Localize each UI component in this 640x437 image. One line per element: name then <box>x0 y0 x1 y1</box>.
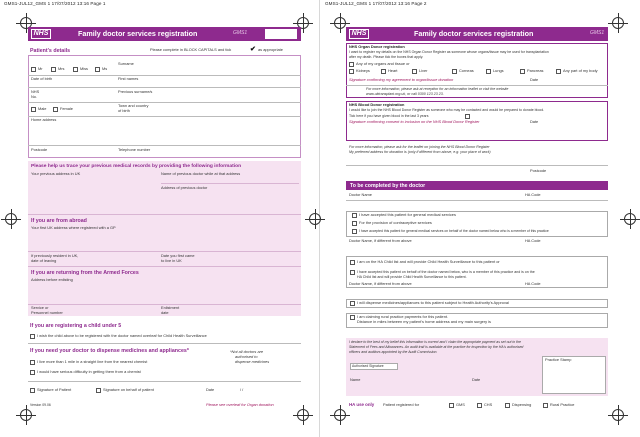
see-overleaf-note: Please see overleaf for Organ donation <box>206 402 274 407</box>
pancreas-label: Pancreas <box>527 68 544 73</box>
date-field[interactable]: / / <box>240 387 244 392</box>
dispense-difficulty-label: I would have serious difficulty in getting them from a chemist <box>37 369 141 374</box>
divider <box>346 165 608 166</box>
rural-label: I am claiming rural practice payments for this patient. <box>357 314 449 319</box>
postcode-label: Postcode <box>31 147 48 152</box>
blood-date-label: Date <box>530 119 539 124</box>
prev-resident-label-2: date of leaving <box>31 258 57 263</box>
divider <box>346 85 608 86</box>
doctor-name-diff-label: Doctor Name, if different from above <box>349 238 412 243</box>
kidneys-label: Kidneys <box>356 68 370 73</box>
divider <box>28 343 301 344</box>
behalf-signature-checkbox[interactable] <box>96 388 101 393</box>
organ-date-label: Date <box>530 77 539 82</box>
child-list-checkbox[interactable] <box>350 260 355 265</box>
doctor-name-diff-label-2: Doctor Name, if different from above <box>349 281 412 286</box>
male-checkbox[interactable] <box>31 107 36 112</box>
previous-address-label: Your previous address in UK <box>31 171 81 176</box>
pancreas-checkbox[interactable] <box>520 69 525 74</box>
print-header: GMS1-JUL12_GMS 1 17/07/2012 13:16 Page 1 <box>4 1 106 6</box>
liver-checkbox[interactable] <box>412 69 417 74</box>
trace-heading: Please help us trace your previous medical records by providing the following information <box>31 164 242 169</box>
title-miss-checkbox[interactable] <box>73 67 78 72</box>
divider <box>28 381 301 382</box>
authorised-sig-label: Authorised Signature <box>352 364 384 368</box>
blood-given-checkbox[interactable] <box>465 114 470 119</box>
rural-practice-label: Rural Practice <box>550 402 575 407</box>
footnote-2: authorised to <box>235 354 258 359</box>
heart-checkbox[interactable] <box>381 69 386 74</box>
doctor-address-label: Address of previous doctor <box>161 185 208 190</box>
print-header: GMS1-JUL12_GMS 1 17/07/2012 13:16 Page 2 <box>325 1 427 6</box>
corneas-label: Corneas <box>459 68 474 73</box>
male-label: Male <box>38 106 47 111</box>
address-before-label: Address before enlisting <box>31 277 73 282</box>
tick-icon: ✔ <box>250 46 256 53</box>
dispensing-checkbox[interactable] <box>505 403 510 408</box>
name-label: Name <box>350 377 361 382</box>
dispense-distance-checkbox[interactable] <box>30 360 35 365</box>
chs-checkbox[interactable] <box>477 403 482 408</box>
surname-label: Surname <box>118 61 134 66</box>
crop-mark <box>624 213 636 225</box>
accepted-checkbox[interactable] <box>352 213 357 218</box>
rural-practice-checkbox[interactable] <box>543 403 548 408</box>
blood-info-2: My preferred address for donation is (only if different from above, e.g. your place of work) <box>349 150 491 154</box>
form-banner <box>28 27 301 41</box>
divider <box>28 116 301 117</box>
child-wish-label: I wish the child above to be registered with the doctor named overleaf for Child Health Surveillance <box>37 333 207 338</box>
child-surveillance-checkbox[interactable] <box>30 334 35 339</box>
nhs-no-label-2: No. <box>31 94 38 99</box>
service-no-label: Service or <box>31 305 49 310</box>
accepted-behalf-label: I have accepted this patient for general medical services on behalf of the doctor named below who is a member of this practice <box>359 229 549 233</box>
date-label: Date <box>206 387 215 392</box>
nhs-logo: NHS <box>349 29 369 39</box>
gms-checkbox[interactable] <box>449 403 454 408</box>
ha-use-label: HA use only <box>349 402 375 407</box>
form-title: Family doctor services registration <box>414 29 534 38</box>
child-behalf-label: I have accepted this patient on behalf of the doctor named below, who is a member of this practice and is on the <box>357 270 535 274</box>
crop-mark <box>334 17 346 29</box>
child-behalf-checkbox[interactable] <box>350 270 355 275</box>
female-checkbox[interactable] <box>53 107 58 112</box>
title-mrs-checkbox[interactable] <box>51 67 56 72</box>
blood-text-1: I would like to join the NHS Blood Donor Register as someone who may be contacted and would be prepared to donate blood. <box>349 108 545 112</box>
service-no-label-2: Personnel number <box>31 310 63 315</box>
blood-heading: NHS Blood Donor registration <box>349 102 405 107</box>
footnote-3: dispense medicines <box>235 359 270 364</box>
divider <box>161 183 299 184</box>
crop-mark <box>297 409 309 421</box>
organ-signature-label: Signature confirming my agreement to organ/tissue donation <box>349 77 454 82</box>
crop-mark <box>5 213 17 225</box>
title-ms-label: Ms <box>102 66 108 71</box>
ha-code-label-2: HA Code <box>525 238 541 243</box>
divider <box>28 145 301 146</box>
instruction-tail: as appropriate <box>258 47 283 52</box>
child-behalf-label-2: HA Child list and will provide Child Health Surveillance to this patient. <box>357 275 467 279</box>
declaration-date-label: Date <box>472 377 481 382</box>
organ-info-1: For more information, please ask at reception for an information leaflet or visit the website <box>366 87 509 91</box>
date-first-came-label: Date you first came <box>161 253 195 258</box>
divider <box>28 87 301 88</box>
first-uk-address-label: Your first UK address where registered with a GP <box>31 225 116 230</box>
prev-resident-label: If previously resident in UK, <box>31 253 79 258</box>
previous-doctor-label: Name of previous doctor while at that address <box>161 171 241 176</box>
blood-postcode-label: Postcode <box>530 168 547 173</box>
dispensing-label: Dispensing <box>512 402 532 407</box>
title-mrs-label: Mrs <box>58 66 65 71</box>
divider <box>28 214 301 215</box>
divider <box>28 75 301 76</box>
blood-text-2: Tick here if you have given blood in the last 3 years <box>349 114 429 118</box>
form-banner-2 <box>346 27 608 41</box>
doctor-section-title: To be completed by the doctor <box>350 182 426 189</box>
contraceptive-checkbox[interactable] <box>352 221 357 226</box>
ha-code-label-3: HA Code <box>525 281 541 286</box>
telephone-label: Telephone number <box>118 147 151 152</box>
crop-mark <box>334 409 346 421</box>
crop-mark <box>309 213 321 225</box>
practice-stamp-label: Practice Stamp <box>545 357 572 362</box>
dispense-heading: If you need your doctor to dispense medicines and appliances* <box>30 348 189 354</box>
dispense-approval-label: I will dispense medicines/appliances to this patient subject to Health Authority's Approval <box>357 300 509 305</box>
patient-signature-checkbox[interactable] <box>30 388 35 393</box>
dispense-approval-checkbox[interactable] <box>350 301 355 306</box>
abroad-heading: If you are from abroad <box>31 218 87 224</box>
declaration-3: officers and auditors appointed by the Audit Commission. <box>349 350 438 354</box>
crop-mark <box>612 17 624 29</box>
dispense-difficulty-checkbox[interactable] <box>30 370 35 375</box>
instruction-text: Please complete in BLOCK CAPITALS and tick <box>150 47 232 52</box>
lungs-label: Lungs <box>493 68 504 73</box>
dob-label: Date of birth <box>31 76 53 81</box>
home-address-label: Home address <box>31 117 57 122</box>
divider <box>28 102 301 103</box>
liver-label: Liver <box>419 68 428 73</box>
form-title: Family doctor services registration <box>78 29 198 38</box>
enlistment-label-2: date <box>161 310 169 315</box>
blood-signature-label: Signature confirming consent to inclusion on the NHS Blood Donor Register <box>349 119 480 124</box>
version-label: Version 09.06 <box>30 403 51 407</box>
title-mr-checkbox[interactable] <box>31 67 36 72</box>
form-id-box[interactable] <box>265 29 297 39</box>
declaration-1: I declare to the best of my belief this information is correct and I claim the appropriate payment as set out in the <box>349 340 521 344</box>
any-organs-label: Any of my organs and tissue or <box>356 61 410 66</box>
any-part-label: Any part of my body <box>563 68 598 73</box>
any-part-checkbox[interactable] <box>556 69 561 74</box>
form-code: GMS1 <box>590 30 605 36</box>
organ-info-2: www.uktransplant.org.uk, or call 0300 123 23 23. <box>366 92 444 96</box>
organ-heading: NHS Organ Donor registration <box>349 44 405 49</box>
ha-code-label: HA Code <box>525 192 541 197</box>
dispense-distance-label: I live more than 1 mile in a straight line from the nearest chemist <box>37 359 148 364</box>
armed-forces-heading: If you are returning from the Armed Forces <box>31 270 139 276</box>
previous-surname-label: Previous surname/s <box>118 89 153 94</box>
enlistment-label: Enlistment <box>161 305 180 310</box>
rural-checkbox[interactable] <box>350 315 355 320</box>
sig-behalf-label: Signature on behalf of patient <box>103 387 154 392</box>
doctor-name-label: Doctor Name <box>349 192 372 197</box>
nhs-no-label: NHS <box>31 89 40 94</box>
corneas-checkbox[interactable] <box>452 69 457 74</box>
child-heading: If you are registering a child under 5 <box>30 323 122 329</box>
title-mr-label: Mr <box>38 66 43 71</box>
blood-info-1: For more information, please ask for the leaflet on joining the NHS Blood Donor Register <box>349 145 490 149</box>
crop-mark <box>20 409 32 421</box>
footnote: *Not all doctors are <box>230 349 264 354</box>
female-label: Female <box>60 106 73 111</box>
distance-label: Distance in miles between my patient's home address and my main surgery is <box>357 319 491 324</box>
patient-details-heading: Patient's details <box>30 48 71 54</box>
divider <box>28 251 301 252</box>
crop-mark <box>612 409 624 421</box>
chs-label: CHS <box>484 402 493 407</box>
organ-text-2: after my death. Please tick the boxes that apply. <box>349 55 424 59</box>
accepted-behalf-checkbox[interactable] <box>352 229 357 234</box>
accepted-label: I have accepted this patient for general medical services <box>359 212 456 217</box>
title-miss-label: Miss <box>80 66 88 71</box>
divider <box>346 200 608 201</box>
sig-patient-label: Signature of Patient <box>37 387 72 392</box>
child-list-label: I am on the HA Child list and will provide Child Health Surveillance to this patient or <box>357 259 500 264</box>
lungs-checkbox[interactable] <box>486 69 491 74</box>
patient-type-label: Patient registered for <box>383 402 420 407</box>
declaration-2: Statement of Fees and Allowances. An audit trail is available at the practice for inspection by the HA's authorised <box>349 345 524 349</box>
first-names-label: First names <box>118 76 139 81</box>
form-code: GMS1 <box>233 30 248 36</box>
date-first-came-label-2: to live in UK <box>161 258 182 263</box>
nhs-logo: NHS <box>31 29 51 39</box>
contraceptive-label: For the provision of contraceptive services <box>359 220 432 225</box>
heart-label: Heart <box>388 68 398 73</box>
organ-text-1: I want to register my details on the NHS Organ Donor Register as someone whose organs/tissue may be used for transplantation <box>349 50 549 54</box>
town-label: Town and country <box>118 103 149 108</box>
any-organs-checkbox[interactable] <box>349 62 354 67</box>
divider <box>28 266 301 267</box>
doctor-section-bar <box>346 181 608 190</box>
gms-label: GMS <box>456 402 465 407</box>
title-ms-checkbox[interactable] <box>95 67 100 72</box>
kidneys-checkbox[interactable] <box>349 69 354 74</box>
town-label-2: of birth <box>118 108 130 113</box>
